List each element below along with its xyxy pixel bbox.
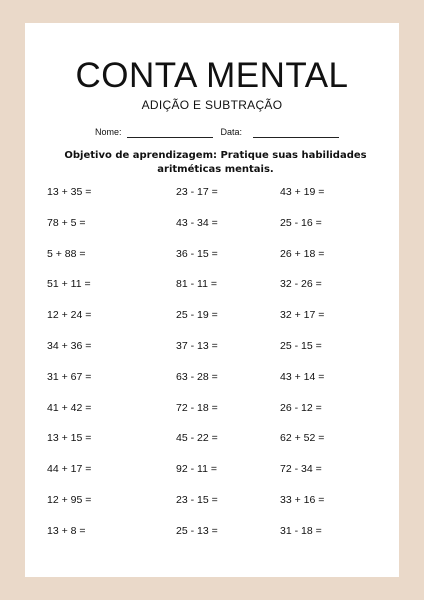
date-blank-line — [253, 128, 339, 138]
math-problem: 43 - 34 = — [176, 216, 218, 229]
math-problem: 81 - 11 = — [176, 278, 217, 291]
problem-grid — [47, 185, 387, 555]
math-problem: 43 + 19 = — [280, 186, 325, 198]
math-problem: 31 - 18 = — [280, 524, 322, 537]
math-problem: 23 - 17 = — [176, 186, 218, 198]
math-problem: 78 + 5 = — [47, 216, 86, 229]
math-problem: 43 + 14 = — [280, 370, 325, 383]
problem-row — [47, 401, 387, 432]
math-problem: 26 + 18 = — [280, 247, 325, 260]
math-problem: 33 + 16 = — [280, 493, 325, 506]
math-problem: 92 - 11 = — [176, 463, 217, 476]
math-problem: 62 + 52 = — [280, 432, 325, 445]
math-problem: 13 + 8 = — [47, 524, 86, 537]
problem-row — [47, 339, 387, 370]
math-problem: 44 + 17 = — [47, 463, 92, 476]
math-problem: 31 + 67 = — [47, 370, 92, 383]
name-label: Nome: — [95, 127, 122, 137]
page-title: CONTA MENTAL — [75, 56, 349, 95]
problem-row — [47, 216, 387, 247]
problem-row — [47, 493, 387, 524]
page-subtitle: ADIÇÃO E SUBTRAÇÃO — [141, 98, 283, 112]
math-problem: 51 + 11 = — [47, 278, 91, 291]
math-problem: 34 + 36 = — [47, 339, 92, 352]
math-problem: 13 + 35 = — [47, 186, 92, 198]
problem-row — [47, 462, 387, 493]
name-date-fields — [95, 126, 339, 138]
math-problem: 72 - 18 = — [176, 401, 218, 414]
math-problem: 12 + 24 = — [47, 309, 92, 322]
math-problem: 5 + 88 = — [47, 247, 86, 260]
problem-row — [47, 185, 387, 216]
problem-row — [47, 431, 387, 462]
math-problem: 37 - 13 = — [176, 339, 218, 352]
math-problem: 72 - 34 = — [280, 463, 322, 476]
math-problem: 13 + 15 = — [47, 432, 92, 445]
name-blank-line — [127, 128, 213, 138]
math-problem: 25 - 16 = — [280, 216, 322, 229]
problem-row — [47, 277, 387, 308]
problem-row — [47, 308, 387, 339]
math-problem: 12 + 95 = — [47, 493, 92, 506]
math-problem: 23 - 15 = — [176, 493, 218, 506]
math-problem: 36 - 15 = — [176, 247, 218, 260]
math-problem: 41 + 42 = — [47, 401, 92, 414]
math-problem: 25 - 13 = — [176, 524, 218, 537]
worksheet-page — [25, 23, 399, 577]
math-problem: 25 - 15 = — [280, 339, 322, 352]
math-problem: 32 - 26 = — [280, 278, 322, 291]
math-problem: 32 + 17 = — [280, 309, 325, 322]
math-problem: 45 - 22 = — [176, 432, 218, 445]
learning-objective: Objetivo de aprendizagem: Pratique suas habilidades aritméticas mentais. — [64, 150, 367, 175]
problem-row — [47, 370, 387, 401]
problem-row — [47, 247, 387, 278]
math-problem: 25 - 19 = — [176, 309, 218, 322]
date-label: Data: — [220, 127, 243, 137]
math-problem: 26 - 12 = — [280, 401, 322, 414]
problem-row — [47, 524, 387, 555]
math-problem: 63 - 28 = — [176, 370, 218, 383]
